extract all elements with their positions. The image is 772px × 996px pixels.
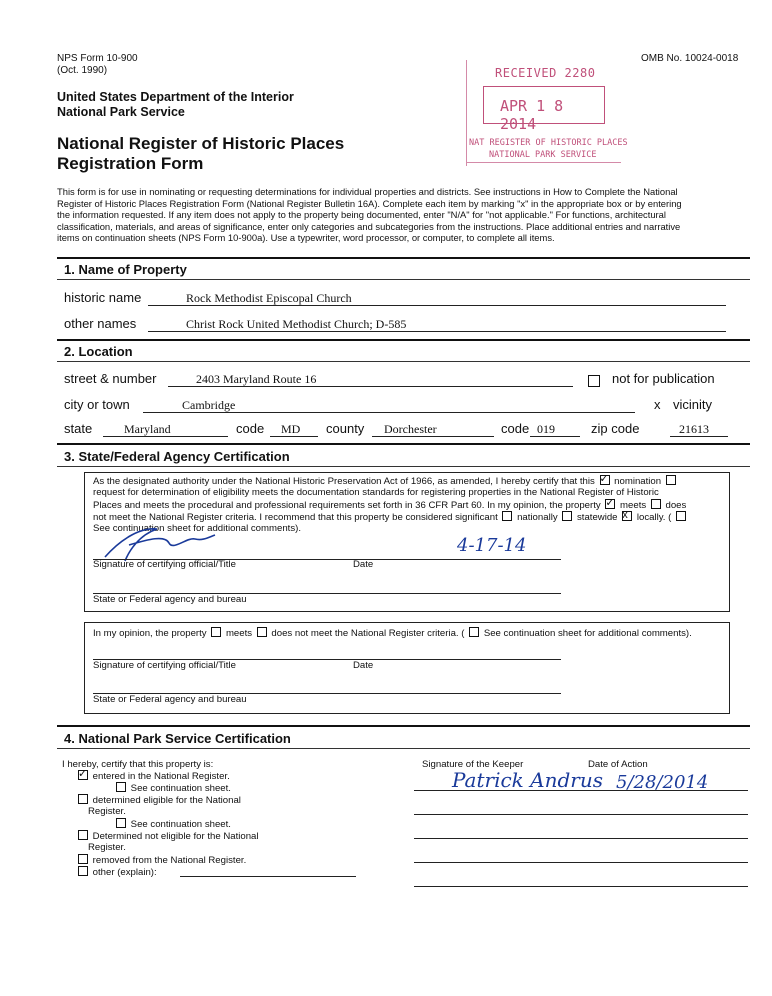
section4-top-rule [57, 725, 750, 727]
other-names-value[interactable]: Christ Rock United Methodist Church; D-585 [186, 317, 407, 331]
agency2-label: State or Federal agency and bureau [93, 694, 247, 705]
county-line [372, 436, 494, 437]
date2-label: Date [353, 660, 374, 671]
eligible-label: determined eligible for the National [92, 795, 241, 806]
cert-line-4-text: not meet the National Register criteria. I recommend that this property be considered significant [93, 512, 498, 523]
cert-line-1-text: As the designated authority under the National Historic Preservation Act of 1966, as amended, I hereby certify that this [93, 476, 595, 487]
eligible-checkbox[interactable] [78, 794, 88, 804]
entered-checkbox[interactable]: ✓ [78, 768, 88, 780]
instructions-line-5: items on continuation sheets (NPS Form 10-900a). Use a typewriter, word processor, or computer, to complete all items. [57, 232, 555, 244]
city-label: city or town [64, 397, 130, 412]
meets-checkbox[interactable]: ✓ [605, 497, 615, 509]
historic-name-line [148, 305, 726, 306]
state-label: state [64, 421, 93, 436]
continuation-checkbox[interactable] [676, 511, 686, 521]
county-code-value[interactable]: 019 [537, 422, 555, 436]
opinion-not-meet-checkbox[interactable] [257, 627, 267, 637]
nomination-label: nomination [614, 476, 662, 487]
nps-opt-other [76, 866, 157, 878]
stamp-line3: NAT REGISTER OF HISTORIC PLACES [469, 138, 628, 148]
not-eligible-label-2: Register. [88, 842, 126, 853]
city-value[interactable]: Cambridge [182, 398, 236, 412]
date1-label: Date [353, 559, 374, 570]
continuation2-label: See continuation sheet. [130, 819, 231, 830]
not-for-publication-checkbox[interactable] [588, 375, 600, 387]
form-number: NPS Form 10-900 [57, 53, 138, 64]
street-line [168, 386, 573, 387]
opinion-not-meet-label: does not meet the National Register criteria. ( [271, 628, 465, 639]
determination-checkbox[interactable] [666, 475, 676, 485]
locally-label: locally. ( [636, 512, 672, 523]
instructions-line-4: classification, materials, and areas of significance, enter only categories and subcategories from the instructions. Place additional entries and narrative [57, 220, 681, 232]
keeper-line-4 [414, 862, 748, 863]
keeper-line-1 [414, 790, 748, 791]
does-not-meet-checkbox[interactable] [651, 499, 661, 509]
continuation1-checkbox[interactable] [116, 782, 126, 792]
agency1-label: State or Federal agency and bureau [93, 594, 247, 605]
section4-title: 4. National Park Service Certification [64, 731, 291, 746]
county-value[interactable]: Dorchester [384, 422, 437, 436]
keeper-label: Signature of the Keeper [422, 759, 524, 770]
not-eligible-label: Determined not eligible for the National [92, 831, 259, 842]
historic-name-value[interactable]: Rock Methodist Episcopal Church [186, 291, 352, 305]
other-checkbox[interactable] [78, 866, 88, 876]
code-value[interactable]: MD [281, 422, 301, 436]
opinion-text-a: In my opinion, the property [93, 628, 207, 639]
other-names-line [148, 331, 726, 332]
code-line [270, 436, 318, 437]
instructions-line-1: This form is for use in nominating or requesting determinations for individual properties and districts. See instructions in How to Complete the National [57, 186, 678, 197]
certifying-date-handwritten: 4-17-14 [457, 535, 527, 556]
nomination-checkbox[interactable]: ✓ [599, 473, 609, 485]
date-of-action-value: 5/28/2014 [616, 772, 709, 793]
section1-title: 1. Name of Property [64, 262, 187, 277]
stamp-date: APR 1 8 2014 [500, 97, 564, 133]
county-code-label: code [501, 421, 530, 436]
zip-line [670, 436, 728, 437]
stamp-line4: NATIONAL PARK SERVICE [489, 150, 597, 160]
instructions [57, 186, 757, 244]
sig1-label: Signature of certifying official/Title [93, 559, 236, 570]
removed-checkbox[interactable] [78, 854, 88, 864]
nationally-checkbox[interactable] [502, 511, 512, 521]
meets-label: meets [620, 500, 647, 511]
nps-cont-2 [114, 818, 231, 830]
zip-label: zip code [591, 421, 640, 436]
opinion-meets-label: meets [225, 628, 253, 639]
opinion-continuation-checkbox[interactable] [469, 627, 479, 637]
zip-value[interactable]: 21613 [679, 422, 709, 436]
cert-line-5: See continuation sheet for additional comments). [93, 523, 301, 534]
instructions-line-3: the information requested. If any item does not apply to the property being documented, enter "N/A" for "not applicable." For functions, architectural [57, 209, 666, 221]
vicinity-label: vicinity [673, 397, 713, 412]
statewide-checkbox[interactable] [562, 511, 572, 521]
stamp-date-box [483, 86, 605, 133]
form-date: (Oct. 1990) [57, 65, 108, 76]
section4-bottom-rule [57, 748, 750, 749]
state-value[interactable]: Maryland [124, 422, 171, 436]
keeper-line-3 [414, 838, 748, 839]
service-name: National Park Service [57, 105, 185, 119]
does-label: does [665, 500, 687, 511]
continuation2-checkbox[interactable] [116, 818, 126, 828]
street-value[interactable]: 2403 Maryland Route 16 [196, 372, 317, 386]
form-title: National Register of Historic Places [57, 134, 345, 153]
historic-name-label: historic name [64, 290, 142, 305]
instructions-line-2: Register of Historic Places Registration Form (National Register Bulletin 16A). Complete each item by marking "x" in the appropriate box or by entering [57, 197, 682, 209]
county-code-line [530, 436, 580, 437]
section1-bottom-rule [57, 279, 750, 280]
not-for-publication-label: not for publication [612, 371, 715, 386]
section3-top-rule [57, 443, 750, 445]
keeper-signature: Patrick Andrus [452, 768, 603, 792]
cert-line-1 [93, 475, 678, 487]
removed-label: removed from the National Register. [92, 855, 247, 866]
opinion-continuation-label: See continuation sheet for additional comments). [483, 628, 692, 639]
nps-opt-eligible [76, 794, 241, 806]
department-name: United States Department of the Interior [57, 90, 294, 104]
nationally-label: nationally [517, 512, 558, 523]
continuation1-label: See continuation sheet. [130, 783, 231, 794]
nps-opt-removed [76, 854, 246, 866]
cert-line-3-text: Places and meets the procedural and professional requirements set forth in 36 CFR Part 60. In my opinion, the property [93, 500, 601, 511]
keeper-line-2 [414, 814, 748, 815]
code-label: code [236, 421, 265, 436]
opinion-line [93, 627, 692, 639]
nps-opt-not-eligible [76, 830, 259, 842]
section2-top-rule [57, 339, 750, 341]
nps-intro: I hereby, certify that this property is: [62, 759, 214, 770]
cert-line-3 [93, 499, 686, 511]
section3-bottom-rule [57, 466, 750, 467]
section2-title: 2. Location [64, 344, 133, 359]
section2-bottom-rule [57, 361, 750, 362]
street-label: street & number [64, 371, 157, 386]
locally-checkbox[interactable]: x [622, 511, 632, 521]
section1-top-rule [57, 257, 750, 259]
statewide-label: statewide [576, 512, 618, 523]
nps-opt-entered [76, 770, 230, 782]
state-line [103, 436, 228, 437]
eligible-label-2: Register. [88, 806, 126, 817]
county-label: county [326, 421, 365, 436]
received-stamp [466, 60, 628, 166]
other-explain-line[interactable] [180, 876, 356, 877]
city-line [143, 412, 635, 413]
not-eligible-checkbox[interactable] [78, 830, 88, 840]
opinion-meets-checkbox[interactable] [211, 627, 221, 637]
stamp-received: RECEIVED 2280 [495, 66, 596, 80]
opinion-box [84, 622, 730, 714]
other-names-label: other names [64, 316, 137, 331]
keeper-line-5 [414, 886, 748, 887]
state-certification-box [84, 472, 730, 612]
sig2-label: Signature of certifying official/Title [93, 660, 236, 671]
form-subtitle: Registration Form [57, 154, 204, 173]
vicinity-mark[interactable]: x [654, 397, 661, 412]
date-of-action-label: Date of Action [588, 759, 648, 770]
section3-title: 3. State/Federal Agency Certification [64, 449, 290, 464]
cert-line-2: request for determination of eligibility meets the documentation standards for registering properties in the National Register of Historic [93, 487, 659, 498]
stamp-bottom-rule [467, 162, 621, 163]
omb-number: OMB No. 10024-0018 [641, 53, 739, 64]
nps-cont-1 [114, 782, 231, 794]
other-label: other (explain): [92, 867, 157, 878]
entered-label: entered in the National Register. [92, 771, 230, 782]
